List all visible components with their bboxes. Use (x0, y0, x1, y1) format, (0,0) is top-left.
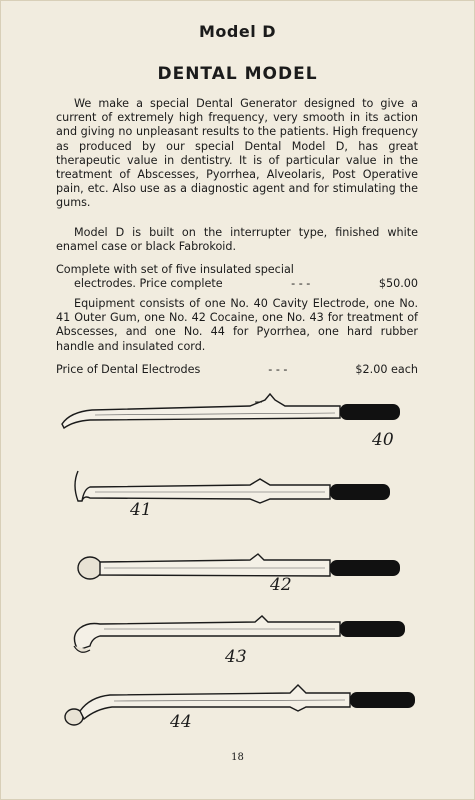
electrode-43-label: 43 (225, 647, 247, 665)
complete-price: $50.00 (378, 277, 418, 290)
electrode-40-illustration (0, 390, 475, 450)
page-header: Model D (198, 22, 277, 41)
electrode-price: $2.00 each (355, 363, 418, 376)
electrode-44-illustration (0, 675, 475, 735)
equipment-paragraph: Equipment consists of one No. 40 Cavity Electrode, one No. 41 Outer Gum, one No. 42 Cocaine, one No. 43 for treatment of Abscesses, and one No. 44 for Pyorrhea, one hard rubber handle and insulated cord. (56, 297, 418, 353)
electrode-41-label: 41 (130, 500, 152, 520)
complete-price-line (56, 277, 418, 291)
electrode-43-illustration (0, 610, 475, 665)
page-number: 18 (231, 752, 244, 763)
electrode-price-line (56, 363, 418, 377)
electrode-42-illustration (0, 548, 475, 598)
electrode-40-label: 40 (372, 430, 394, 450)
electrode-44-label: 44 (170, 712, 192, 732)
page-title: DENTAL MODEL (157, 64, 318, 84)
model-paragraph: Model D is built on the interrupter type, finished white enamel case or black Fabrokoid. (56, 226, 418, 254)
intro-paragraph: We make a special Dental Generator designed to give a current of extremely high frequency, very smooth in its action and giving no unpleasant results to the patients. High frequency as produced by our special Dental Model D, has great therapeutic value in dentistry. It is of particular value in the treatment of Abscesses, Pyorrhea, Alveolaris, Post Operative pain, etc. Also use as a diagnostic agent and for stimulating the gums. (56, 97, 418, 210)
complete-line-1-text: Complete with set of five insulated special (56, 263, 294, 276)
complete-line-1 (56, 263, 418, 277)
electrode-41-illustration (0, 465, 475, 525)
complete-dashes: - - - (291, 277, 311, 290)
complete-label: electrodes. Price complete (74, 277, 223, 290)
electrode-price-dashes: - - - (268, 363, 288, 376)
electrode-price-label: Price of Dental Electrodes (56, 363, 201, 376)
electrode-42-label: 42 (270, 575, 292, 595)
